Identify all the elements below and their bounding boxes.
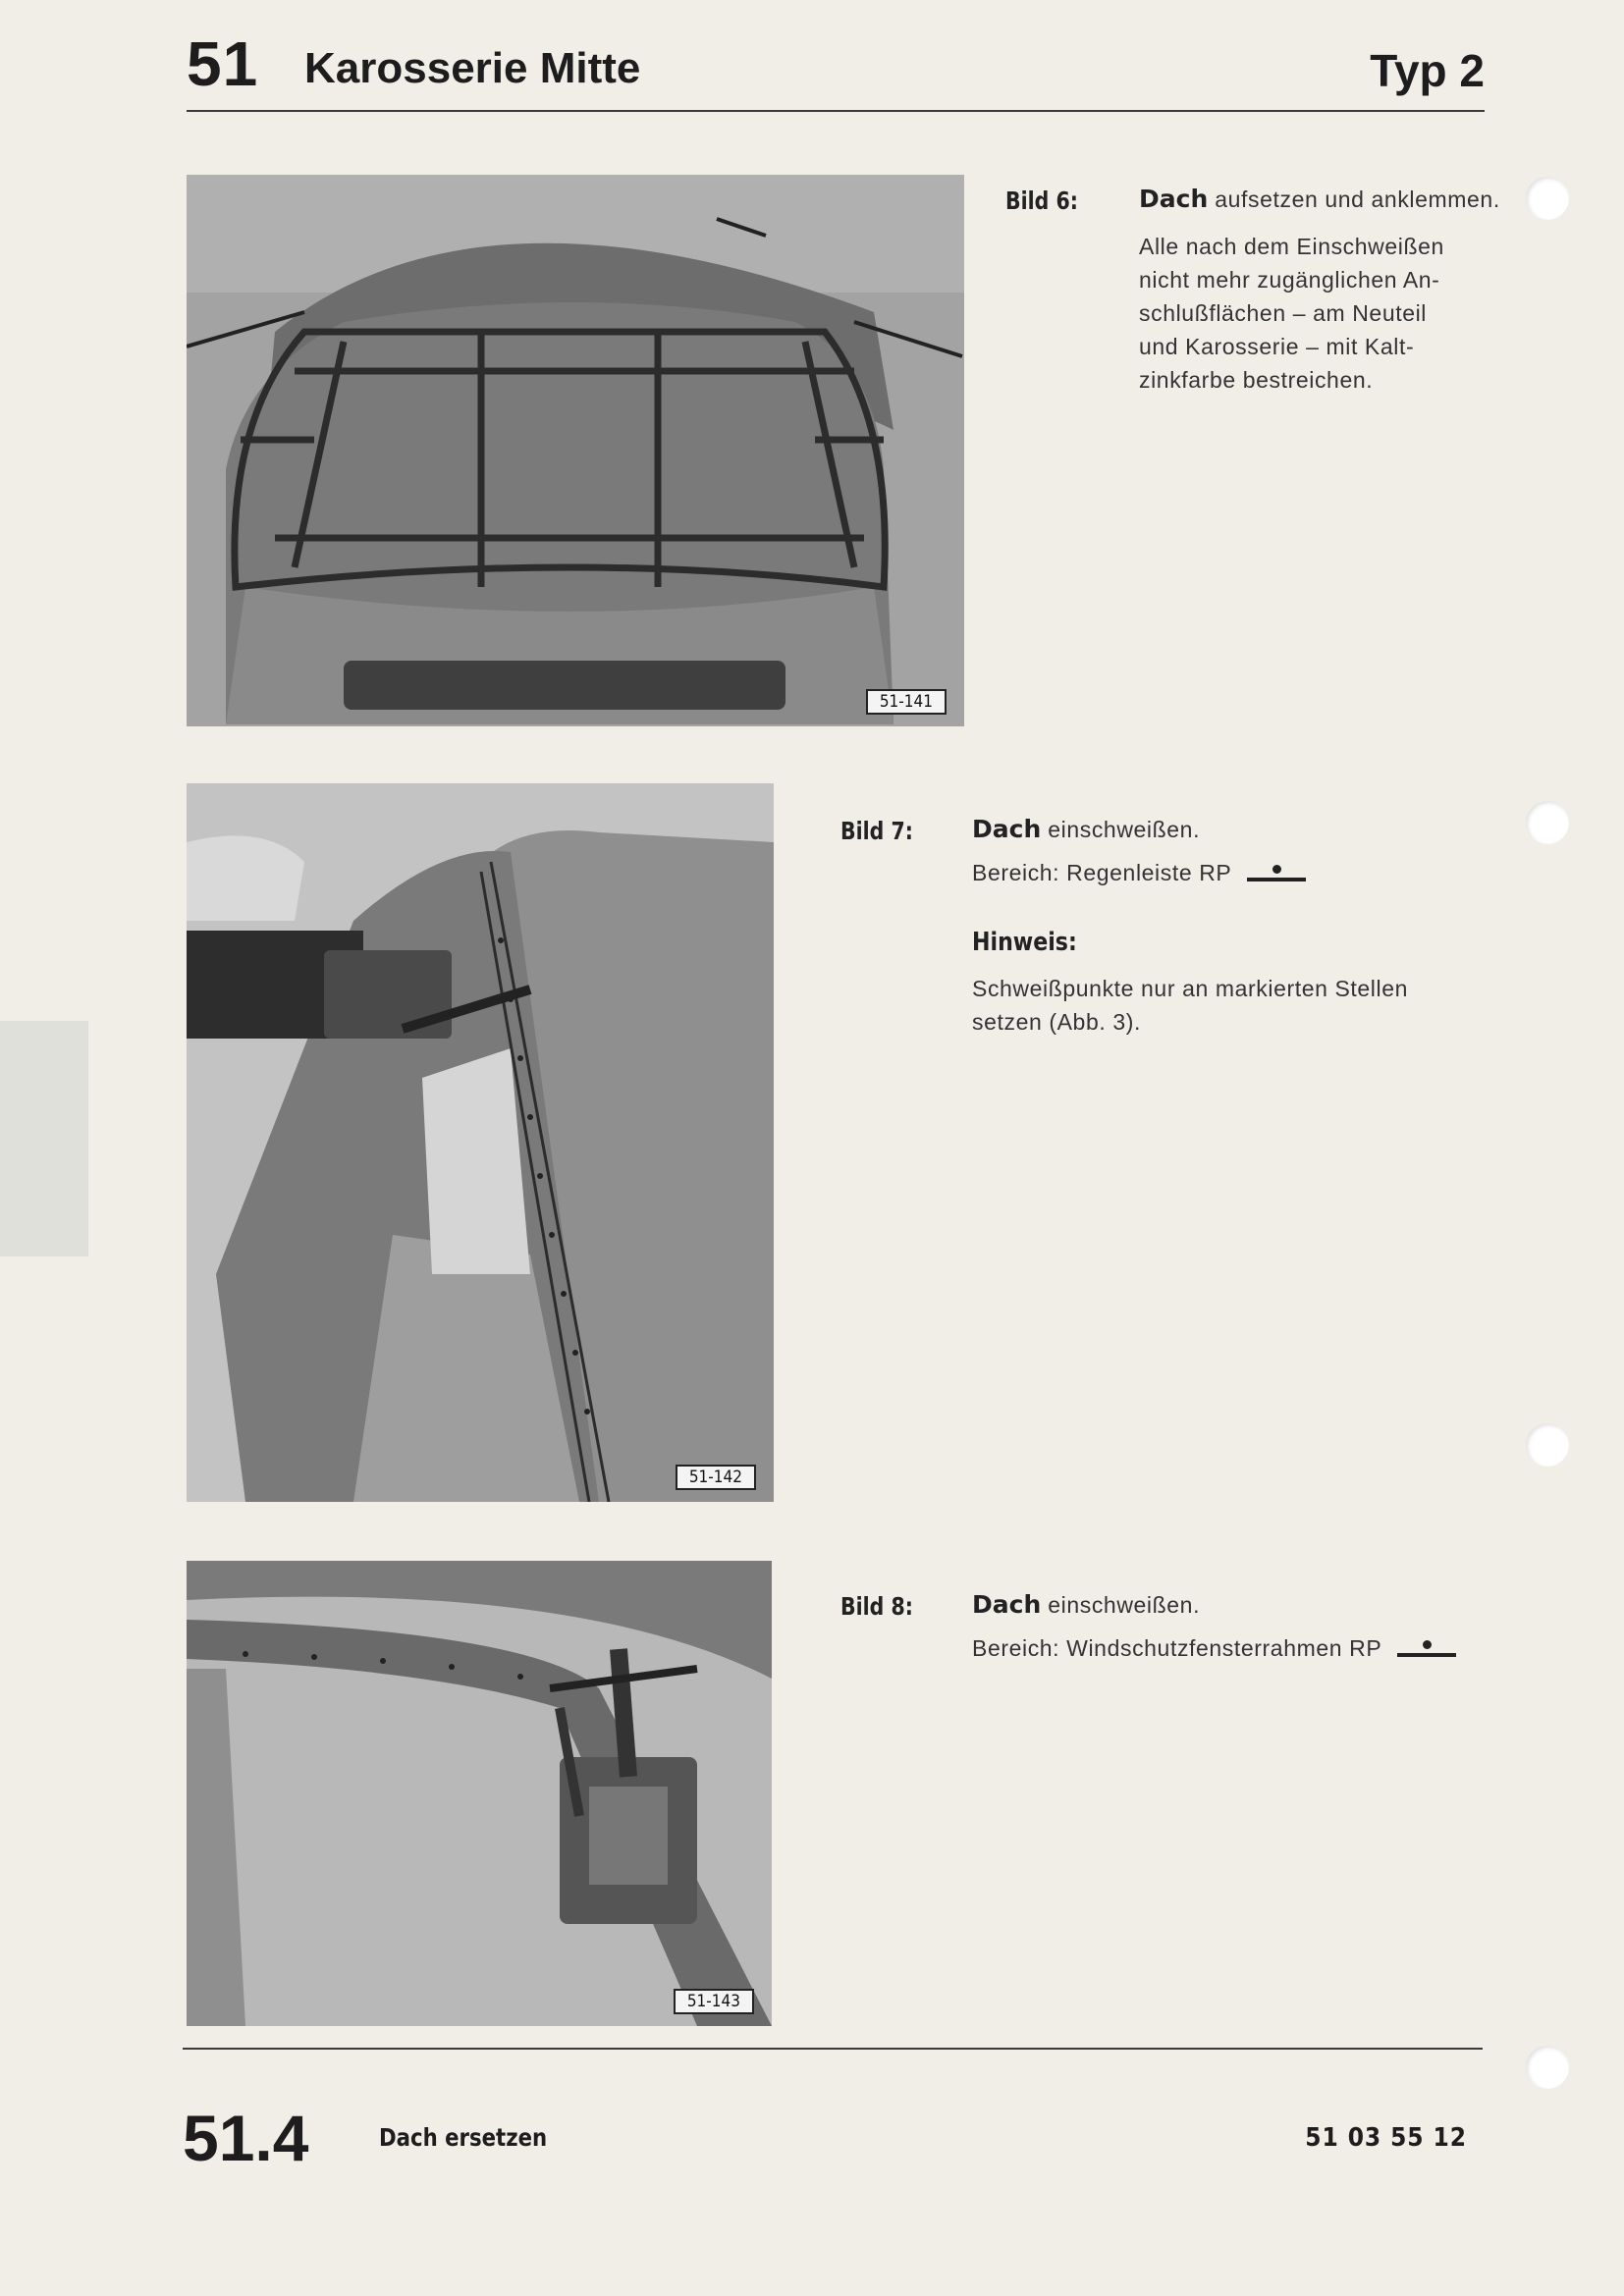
area-text: Bereich: Regenleiste RP — [972, 860, 1232, 885]
footer-title: Dach ersetzen — [379, 2123, 548, 2152]
punch-hole — [1526, 177, 1569, 220]
figure-caption — [1139, 183, 1532, 397]
caption-line: Alle nach dem Einschweißen — [1139, 234, 1444, 259]
caption-area — [972, 1631, 1522, 1665]
note-line: setzen (Abb. 3). — [972, 1009, 1141, 1035]
caption-line: nicht mehr zugänglichen An- — [1139, 267, 1440, 293]
figure-label: Bild 6: — [1005, 187, 1078, 215]
roof-frame-illustration — [187, 175, 964, 726]
document-code: 51 03 55 12 — [1305, 2123, 1467, 2153]
figure-label: Bild 8: — [840, 1592, 913, 1621]
area-text: Bereich: Windschutzfensterrahmen RP — [972, 1635, 1382, 1661]
punch-hole — [1526, 801, 1569, 844]
section-number: 51 — [187, 28, 259, 99]
caption-line: und Karosserie – mit Kalt- — [1139, 334, 1415, 359]
note-line: Schweißpunkte nur an markierten Stellen — [972, 976, 1409, 1001]
punch-hole — [1526, 1423, 1569, 1467]
rain-gutter-welding-illustration — [187, 783, 774, 1502]
section-title: Karosserie Mitte — [304, 44, 641, 92]
caption-area — [972, 856, 1522, 889]
scan-shadow — [0, 1021, 88, 1256]
note-title: Hinweis: — [972, 928, 1077, 957]
header-rule — [187, 110, 1485, 112]
caption-head: Dach — [972, 1590, 1042, 1619]
footer-rule — [183, 2048, 1483, 2050]
windshield-frame-welding-illustration — [187, 1561, 772, 2026]
figure-caption — [972, 1588, 1522, 1665]
image-number-tag: 51-141 — [866, 689, 947, 715]
caption-head: Dach — [972, 815, 1042, 843]
caption-line: zinkfarbe bestreichen. — [1139, 367, 1374, 393]
photo-bild-7 — [187, 783, 774, 1502]
vehicle-type: Typ 2 — [1370, 45, 1485, 96]
figure-label: Bild 7: — [840, 817, 913, 845]
punch-hole — [1526, 2046, 1569, 2089]
image-number-tag: 51-143 — [674, 1989, 754, 2014]
spot-weld-symbol-icon — [1397, 1640, 1456, 1660]
caption-head: Dach — [1139, 185, 1209, 213]
note-text — [972, 972, 1522, 1039]
figure-caption — [972, 813, 1522, 889]
caption-body — [1139, 230, 1532, 397]
image-number-tag: 51-142 — [676, 1465, 756, 1490]
caption-line: schlußflächen – am Neuteil — [1139, 300, 1428, 326]
caption-head-rest: einschweißen. — [1041, 817, 1201, 842]
spot-weld-symbol-icon — [1247, 865, 1306, 884]
photo-bild-6 — [187, 175, 964, 726]
page-number: 51.4 — [183, 2102, 309, 2174]
caption-head-rest: aufsetzen und anklemmen. — [1208, 187, 1500, 212]
photo-bild-8 — [187, 1561, 772, 2026]
caption-head-rest: einschweißen. — [1041, 1592, 1201, 1618]
